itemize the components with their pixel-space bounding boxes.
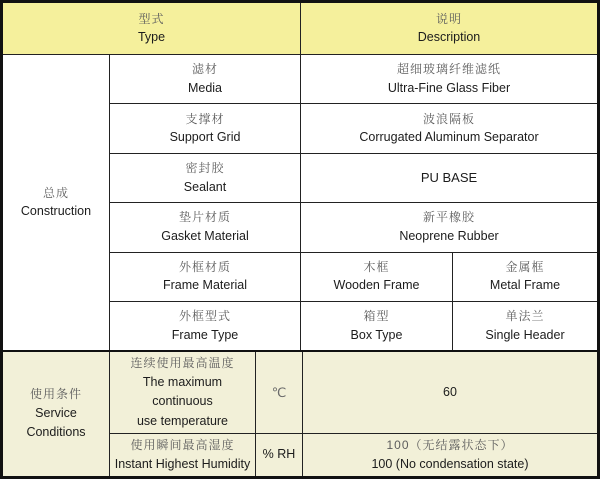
sealant-label-en: Sealant xyxy=(183,179,227,194)
table-row-max-temperature xyxy=(110,352,597,434)
table-row-sealant xyxy=(110,154,597,203)
gasket-desc-en: Neoprene Rubber xyxy=(399,228,499,243)
box-type-en: Box Type xyxy=(350,327,403,342)
construction-rows xyxy=(110,55,597,350)
header-type-cn: 型式 xyxy=(138,11,165,26)
table-header-row xyxy=(3,3,597,55)
max-humidity-value-cell xyxy=(303,434,597,476)
service-rows xyxy=(110,352,597,476)
metal-frame-en: Metal Frame xyxy=(489,278,561,293)
max-humidity-label-en: Instant Highest Humidity xyxy=(114,456,251,471)
max-humidity-value-en: 100 (No condensation state) xyxy=(371,456,529,471)
header-type-en: Type xyxy=(137,30,166,45)
support-grid-desc-cn: 波浪隔板 xyxy=(422,111,475,126)
frame-material-wooden-cell xyxy=(301,253,453,301)
max-humidity-value-cn: 100（无结露状态下） xyxy=(386,438,514,453)
construction-label-cell xyxy=(3,55,110,350)
gasket-desc-cell xyxy=(301,203,597,251)
rh-unit-cell xyxy=(256,434,303,476)
media-desc-cell xyxy=(301,55,597,103)
metal-frame-cn: 金属框 xyxy=(505,259,545,274)
max-temperature-label-cn: 连续使用最高温度 xyxy=(130,356,235,371)
gasket-label-cell xyxy=(110,203,301,251)
wooden-frame-en: Wooden Frame xyxy=(333,278,420,293)
celsius-unit: ℃ xyxy=(271,384,287,400)
support-grid-desc-cell xyxy=(301,104,597,152)
max-temperature-label-en1: The maximum continuous xyxy=(142,374,223,409)
max-temperature-value-cell xyxy=(303,352,597,433)
service-conditions-label-cell xyxy=(3,352,110,476)
frame-material-label-en: Frame Material xyxy=(162,278,248,293)
table-row-frame-material xyxy=(110,253,597,302)
media-label-cell xyxy=(110,55,301,103)
frame-type-label-cn: 外框型式 xyxy=(178,309,231,324)
frame-type-label-cell xyxy=(110,302,301,350)
gasket-label-en: Gasket Material xyxy=(161,228,249,243)
table-row-frame-type xyxy=(110,302,597,350)
frame-type-header-cell xyxy=(453,302,597,350)
celsius-unit-cell xyxy=(256,352,303,433)
support-grid-label-en: Support Grid xyxy=(169,130,241,145)
construction-label-en: Construction xyxy=(20,204,92,219)
construction-label-cn: 总成 xyxy=(42,185,69,200)
sealant-desc-cell xyxy=(301,154,597,202)
header-description-cell xyxy=(301,3,597,54)
media-label-cn: 滤材 xyxy=(191,62,218,77)
max-temperature-value: 60 xyxy=(443,384,457,399)
service-conditions-label-en2: Conditions xyxy=(26,425,86,440)
media-label-en: Media xyxy=(187,80,223,95)
support-grid-desc-en: Corrugated Aluminum Separator xyxy=(359,130,539,145)
table-row-gasket-material xyxy=(110,203,597,252)
support-grid-label-cn: 支撑材 xyxy=(185,111,225,126)
header-type-cell xyxy=(3,3,301,54)
max-humidity-label-cn: 使用瞬间最高湿度 xyxy=(130,438,235,453)
frame-material-label-cell xyxy=(110,253,301,301)
max-humidity-label-cell xyxy=(110,434,256,476)
sealant-desc-value: PU BASE xyxy=(420,169,478,185)
media-desc-cn: 超细玻璃纤维滤纸 xyxy=(396,62,501,77)
service-conditions-label-en1: Service xyxy=(35,406,77,421)
gasket-label-cn: 垫片材质 xyxy=(178,210,231,225)
sealant-label-cn: 密封胶 xyxy=(185,160,225,175)
box-type-cn: 箱型 xyxy=(363,309,390,324)
gasket-desc-cn: 新平橡胶 xyxy=(422,210,475,225)
max-temperature-label-cell xyxy=(110,352,256,433)
frame-material-label-cn: 外框材质 xyxy=(178,259,231,274)
frame-material-metal-cell xyxy=(453,253,597,301)
table-row-support-grid xyxy=(110,104,597,153)
media-desc-en: Ultra-Fine Glass Fiber xyxy=(387,80,511,95)
frame-type-box-cell xyxy=(301,302,453,350)
wooden-frame-cn: 木框 xyxy=(363,259,390,274)
header-description-en: Description xyxy=(417,30,481,45)
max-temperature-label-en2: use temperature xyxy=(136,413,229,428)
sealant-label-cell xyxy=(110,154,301,202)
single-header-en: Single Header xyxy=(485,327,565,342)
frame-type-label-en: Frame Type xyxy=(171,327,239,342)
single-header-cn: 单法兰 xyxy=(505,309,545,324)
service-conditions-label-cn: 使用条件 xyxy=(29,387,82,402)
construction-section xyxy=(3,55,597,350)
rh-unit: % RH xyxy=(262,447,296,462)
table-row-max-humidity xyxy=(110,434,597,476)
table-row-media xyxy=(110,55,597,104)
support-grid-label-cell xyxy=(110,104,301,152)
service-conditions-section xyxy=(3,350,597,476)
header-description-cn: 说明 xyxy=(435,11,462,26)
